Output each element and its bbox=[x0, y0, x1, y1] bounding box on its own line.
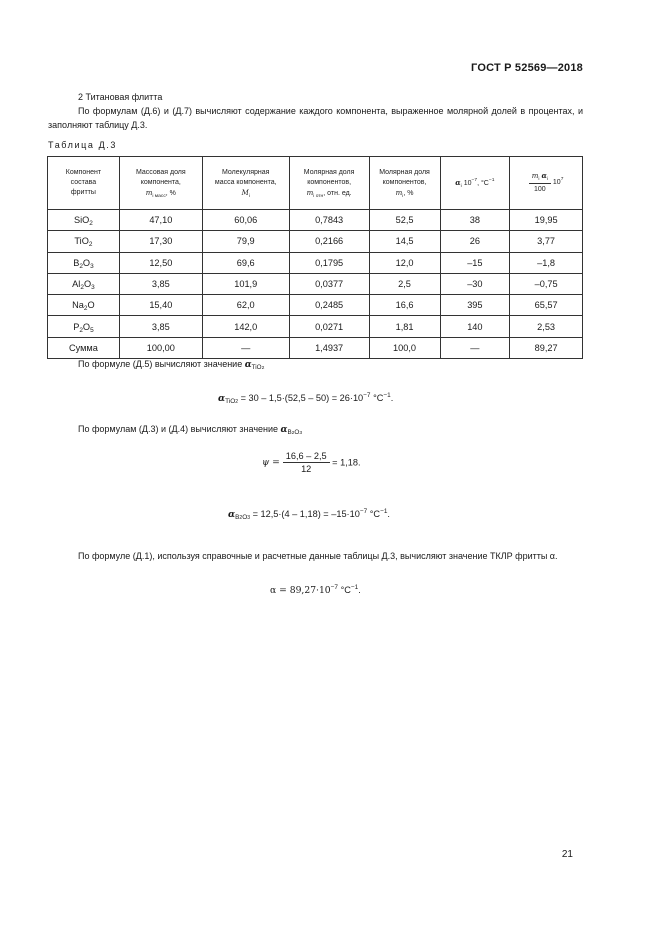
component-base: P bbox=[73, 321, 80, 332]
header-molar-fraction-pct-symbol: m bbox=[395, 188, 403, 197]
component-base: B bbox=[73, 257, 80, 268]
table-row bbox=[48, 231, 583, 252]
header-mass-fraction-unit: , % bbox=[165, 189, 176, 197]
cell-c5: 14,5 bbox=[369, 231, 440, 252]
header-contribution-multiplier bbox=[553, 179, 564, 186]
component-base: TiO bbox=[74, 236, 89, 247]
cell-c4: 0,0377 bbox=[289, 273, 369, 294]
text2-sub-2: 2 bbox=[291, 431, 295, 436]
header-mass-fraction-text: Массовая доля компонента, bbox=[135, 168, 186, 186]
component-sub2: 5 bbox=[90, 326, 94, 334]
table-row bbox=[48, 252, 583, 273]
cell-component bbox=[48, 337, 120, 358]
header-alpha-exp: −7 bbox=[471, 177, 478, 183]
cell-c6: — bbox=[440, 337, 510, 358]
component-sub1: 2 bbox=[83, 305, 88, 313]
eq3-unit: °C bbox=[367, 509, 381, 519]
eq2-fraction bbox=[283, 450, 330, 475]
eq3-exp: −7 bbox=[359, 508, 368, 515]
table-row bbox=[48, 210, 583, 231]
header-alpha-symbol: α bbox=[455, 177, 461, 187]
eq3-body: = 12,5·(4 – 1,18) = –15·10 bbox=[250, 509, 360, 519]
eq1-sub: TiO bbox=[225, 398, 236, 405]
eq4-unit-exp: −1 bbox=[350, 584, 359, 591]
header-contribution bbox=[510, 157, 583, 210]
header-molar-fraction-rel bbox=[289, 157, 369, 210]
cell-c4: 0,2166 bbox=[289, 231, 369, 252]
eq1-exp: −7 bbox=[363, 392, 371, 399]
header-mass-fraction bbox=[119, 157, 202, 210]
header-alpha-base: 10 bbox=[463, 179, 472, 187]
table-row bbox=[48, 295, 583, 316]
component-sub1: 2 bbox=[79, 326, 83, 334]
cell-c7: 2,53 bbox=[510, 316, 583, 337]
eq2-numerator: 16,6 – 2,5 bbox=[283, 450, 330, 463]
eq1-end: . bbox=[390, 393, 394, 403]
header-contribution-fraction bbox=[529, 170, 551, 196]
cell-c7: 19,95 bbox=[510, 210, 583, 231]
component-sub1: 2 bbox=[79, 262, 83, 270]
header-mass-fraction-symbol: m bbox=[145, 188, 153, 197]
cell-c2: 100,00 bbox=[119, 337, 202, 358]
eq4-exp: −7 bbox=[330, 584, 339, 591]
document-standard-header: ГОСТ Р 52569—2018 bbox=[471, 62, 583, 74]
header-contribution-alpha: α bbox=[541, 171, 547, 180]
text2-sub-o: O bbox=[294, 429, 300, 436]
section-title: 2 Титановая флитта bbox=[78, 92, 163, 102]
component-base: Na bbox=[72, 300, 84, 311]
alpha-b2o3-symbol: α bbox=[280, 425, 288, 435]
header-contribution-numerator bbox=[529, 170, 551, 184]
cell-c3: 79,9 bbox=[202, 231, 289, 252]
table-header-row bbox=[48, 157, 583, 210]
component-sub2: 3 bbox=[91, 284, 95, 292]
cell-c3: 62,0 bbox=[202, 295, 289, 316]
eq3-sub-2: 2 bbox=[239, 515, 243, 521]
cell-c7: –1,8 bbox=[510, 252, 583, 273]
text-formula-d3-lead: По формулам (Д.3) и (Д.4) вычисляют значение bbox=[78, 424, 281, 434]
header-molar-fraction-rel-text: Молярная доля компонентов, bbox=[303, 168, 355, 186]
header-molecular-mass-sub: i bbox=[248, 193, 250, 199]
header-alpha-sub: i bbox=[460, 183, 462, 189]
cell-c3: — bbox=[202, 337, 289, 358]
equation-psi bbox=[262, 450, 361, 475]
header-component-text: Компонент состава фритты bbox=[65, 169, 102, 196]
cell-c5: 1,81 bbox=[369, 316, 440, 337]
header-alpha-unit-exp: −1 bbox=[488, 177, 495, 183]
header-molar-fraction-pct-sub: i bbox=[402, 193, 404, 199]
component-mid: O bbox=[82, 257, 91, 268]
eq3-sub-o: O bbox=[242, 514, 248, 521]
header-contribution-m: m bbox=[531, 172, 539, 180]
component-base: Al bbox=[72, 279, 81, 290]
equation-alpha-b2o3 bbox=[228, 509, 390, 520]
cell-component bbox=[48, 231, 120, 252]
component-sub1: 2 bbox=[88, 241, 93, 249]
equation-alpha-tio2 bbox=[218, 393, 393, 404]
eq3-end: . bbox=[387, 509, 390, 519]
cell-c6: 26 bbox=[440, 231, 510, 252]
header-molar-fraction-pct-unit: , % bbox=[403, 189, 414, 197]
cell-c2: 3,85 bbox=[119, 273, 202, 294]
eq2-lhs: ψ = bbox=[262, 457, 283, 468]
cell-component bbox=[48, 316, 120, 337]
header-component bbox=[48, 157, 120, 210]
cell-c3: 69,6 bbox=[202, 252, 289, 273]
cell-c2: 47,10 bbox=[119, 210, 202, 231]
eq1-unit: °C bbox=[370, 393, 384, 403]
cell-c5: 2,5 bbox=[369, 273, 440, 294]
alpha-symbol: α bbox=[244, 360, 252, 370]
cell-c6: 395 bbox=[440, 295, 510, 316]
table-caption: Таблица Д.3 bbox=[48, 140, 117, 150]
eq3-sub-3: 3 bbox=[247, 515, 251, 521]
header-molecular-mass bbox=[202, 157, 289, 210]
header-molar-fraction-rel-unit: , отн. ед. bbox=[323, 189, 352, 197]
component-mid: O bbox=[83, 279, 92, 290]
header-contribution-denominator: 100 bbox=[534, 186, 546, 193]
cell-c4: 0,7843 bbox=[289, 210, 369, 231]
eq1-unit-exp: −1 bbox=[383, 392, 391, 399]
component-mid: O bbox=[87, 300, 95, 311]
cell-c7: 65,57 bbox=[510, 295, 583, 316]
eq2-rhs: = 1,18. bbox=[329, 457, 361, 468]
cell-c6: –15 bbox=[440, 252, 510, 273]
header-contribution-mult-base: 10 bbox=[552, 179, 561, 186]
cell-c7: –0,75 bbox=[510, 273, 583, 294]
table-body bbox=[48, 210, 583, 359]
text2-sub-b: B bbox=[287, 429, 292, 436]
cell-c5: 12,0 bbox=[369, 252, 440, 273]
header-contribution-alpha-sub: i bbox=[546, 177, 548, 182]
cell-c5: 100,0 bbox=[369, 337, 440, 358]
header-alpha-unit: , °C bbox=[477, 179, 489, 187]
text-formula-d3-d4 bbox=[78, 422, 302, 437]
eq1-body: = 30 – 1,5·(52,5 – 50) = 26·10 bbox=[238, 393, 364, 403]
cell-c4: 0,0271 bbox=[289, 316, 369, 337]
eq4-unit: °C bbox=[338, 585, 351, 595]
cell-component bbox=[48, 252, 120, 273]
text-formula-d1: По формуле (Д.1), используя справочные и расчетные данные таблицы Д.3, вычисляют значение ТКЛР фритты α. bbox=[78, 551, 558, 561]
page-number: 21 bbox=[561, 849, 573, 860]
cell-c3: 142,0 bbox=[202, 316, 289, 337]
eq3-sub-b: B bbox=[235, 514, 240, 521]
eq4-end: . bbox=[358, 585, 361, 595]
cell-c6: 140 bbox=[440, 316, 510, 337]
cell-c7: 89,27 bbox=[510, 337, 583, 358]
table-row bbox=[48, 337, 583, 358]
header-molar-fraction-pct bbox=[369, 157, 440, 210]
cell-component bbox=[48, 210, 120, 231]
cell-c4: 0,1795 bbox=[289, 252, 369, 273]
cell-c5: 16,6 bbox=[369, 295, 440, 316]
data-table bbox=[47, 156, 583, 359]
cell-c2: 15,40 bbox=[119, 295, 202, 316]
eq1-sub2: 2 bbox=[235, 399, 239, 405]
header-mass-fraction-sub: i масс bbox=[152, 193, 166, 199]
header-contribution-m-sub: i bbox=[538, 177, 540, 182]
header-molecular-mass-symbol: M bbox=[241, 188, 249, 197]
cell-component bbox=[48, 273, 120, 294]
section-intro: По формулам (Д.6) и (Д.7) вычисляют содержание каждого компонента, выраженное молярной долей в процентах, и заполняют таблицу Д.3. bbox=[48, 106, 583, 130]
eq3-unit-exp: −1 bbox=[380, 508, 388, 515]
alpha-sub-2: 2 bbox=[261, 366, 265, 371]
table-row bbox=[48, 316, 583, 337]
component-sub1: 2 bbox=[89, 220, 93, 228]
alpha-sub-tio: TiO bbox=[251, 364, 262, 371]
cell-c3: 60,06 bbox=[202, 210, 289, 231]
cell-c4: 1,4937 bbox=[289, 337, 369, 358]
cell-c2: 17,30 bbox=[119, 231, 202, 252]
text2-sub-3: 3 bbox=[299, 431, 303, 436]
eq1-alpha: α bbox=[218, 393, 226, 404]
component-mid: O bbox=[82, 321, 91, 332]
component-sub1: 2 bbox=[80, 284, 84, 292]
header-molar-fraction-pct-text: Молярная доля компонентов, bbox=[379, 168, 430, 186]
cell-component bbox=[48, 295, 120, 316]
cell-c7: 3,77 bbox=[510, 231, 583, 252]
header-alpha bbox=[440, 157, 510, 210]
eq2-denominator: 12 bbox=[301, 464, 312, 474]
equation-alpha-total bbox=[270, 585, 361, 596]
cell-c2: 12,50 bbox=[119, 252, 202, 273]
cell-c6: –30 bbox=[440, 273, 510, 294]
component-sub2: 3 bbox=[90, 262, 94, 270]
text-formula-d5 bbox=[78, 357, 264, 372]
component-base: SiO bbox=[73, 215, 90, 226]
eq3-alpha: α bbox=[228, 509, 236, 520]
cell-c5: 52,5 bbox=[369, 210, 440, 231]
eq4-lhs: α = 89,27·10 bbox=[270, 585, 331, 596]
header-molar-fraction-rel-sub: i отн bbox=[313, 193, 324, 199]
component-base: Сумма bbox=[68, 342, 98, 353]
cell-c2: 3,85 bbox=[119, 316, 202, 337]
header-contribution-mult-exp: 7 bbox=[560, 177, 564, 182]
table-row bbox=[48, 273, 583, 294]
header-molar-fraction-rel-symbol: m bbox=[306, 188, 314, 197]
cell-c3: 101,9 bbox=[202, 273, 289, 294]
text-formula-d5-lead: По формуле (Д.5) вычисляют значение bbox=[78, 359, 245, 369]
cell-c6: 38 bbox=[440, 210, 510, 231]
header-molecular-mass-text: Молекулярная масса компонента, bbox=[214, 168, 277, 186]
cell-c4: 0,2485 bbox=[289, 295, 369, 316]
